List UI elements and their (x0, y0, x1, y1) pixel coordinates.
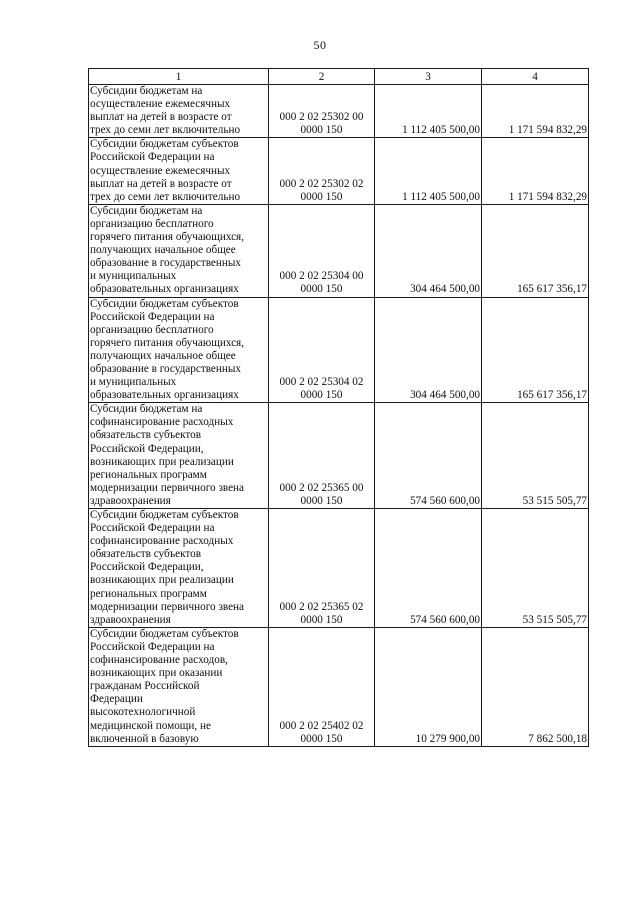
column-header-4: 4 (482, 69, 589, 85)
row-value-1: 1 112 405 500,00 (375, 85, 482, 138)
row-code: 000 2 02 25304 02 0000 150 (269, 297, 375, 403)
row-code: 000 2 02 25304 00 0000 150 (269, 204, 375, 297)
row-name: Субсидии бюджетам субъектов Российской Федерации на организацию бесплатного горячего питания обучающихся, получающих начальное общее образование в государственных и муниципальных образовательных организациях (89, 297, 269, 403)
row-name: Субсидии бюджетам субъектов Российской Федерации на осуществление ежемесячных выплат на детей в возрасте от трех до семи лет включительно (89, 138, 269, 204)
row-value-2: 7 862 500,18 (482, 627, 589, 746)
table-row (89, 403, 589, 509)
table-row (89, 509, 589, 628)
row-value-1: 304 464 500,00 (375, 204, 482, 297)
row-value-2: 165 617 356,17 (482, 297, 589, 403)
row-value-1: 10 279 900,00 (375, 627, 482, 746)
column-header-2: 2 (269, 69, 375, 85)
row-name: Субсидии бюджетам на организацию бесплатного горячего питания обучающихся, получающих начальное общее образование в государственных и муниципальных образовательных организациях (89, 204, 269, 297)
column-header-1: 1 (89, 69, 269, 85)
row-value-1: 574 560 600,00 (375, 403, 482, 509)
row-code: 000 2 02 25402 02 0000 150 (269, 627, 375, 746)
row-value-2: 1 171 594 832,29 (482, 85, 589, 138)
table-header-row (89, 69, 589, 85)
row-code: 000 2 02 25365 00 0000 150 (269, 403, 375, 509)
row-value-1: 1 112 405 500,00 (375, 138, 482, 204)
table-row (89, 297, 589, 403)
row-code: 000 2 02 25365 02 0000 150 (269, 509, 375, 628)
row-value-2: 165 617 356,17 (482, 204, 589, 297)
row-value-2: 53 515 505,77 (482, 509, 589, 628)
table-row (89, 204, 589, 297)
budget-table (88, 68, 589, 747)
row-name: Субсидии бюджетам субъектов Российской Федерации на софинансирование расходов, возникающих при оказании гражданам Российской Федерации высокотехнологичной медицинской помощи, не включенной в базовую (89, 627, 269, 746)
table-row (89, 85, 589, 138)
table-row (89, 138, 589, 204)
row-value-2: 1 171 594 832,29 (482, 138, 589, 204)
column-header-3: 3 (375, 69, 482, 85)
row-name: Субсидии бюджетам на софинансирование расходных обязательств субъектов Российской Федерации, возникающих при реализации региональных программ модернизации первичного звена здравоохранения (89, 403, 269, 509)
row-code: 000 2 02 25302 02 0000 150 (269, 138, 375, 204)
row-value-1: 574 560 600,00 (375, 509, 482, 628)
row-value-2: 53 515 505,77 (482, 403, 589, 509)
row-value-1: 304 464 500,00 (375, 297, 482, 403)
table-row (89, 627, 589, 746)
row-name: Субсидии бюджетам субъектов Российской Федерации на софинансирование расходных обязательств субъектов Российской Федерации, возникающих при реализации региональных программ модернизации первичного звена здравоохранения (89, 509, 269, 628)
row-code: 000 2 02 25302 00 0000 150 (269, 85, 375, 138)
page-number: 50 (313, 38, 327, 52)
row-name: Субсидии бюджетам на осуществление ежемесячных выплат на детей в возрасте от трех до семи лет включительно (89, 85, 269, 138)
